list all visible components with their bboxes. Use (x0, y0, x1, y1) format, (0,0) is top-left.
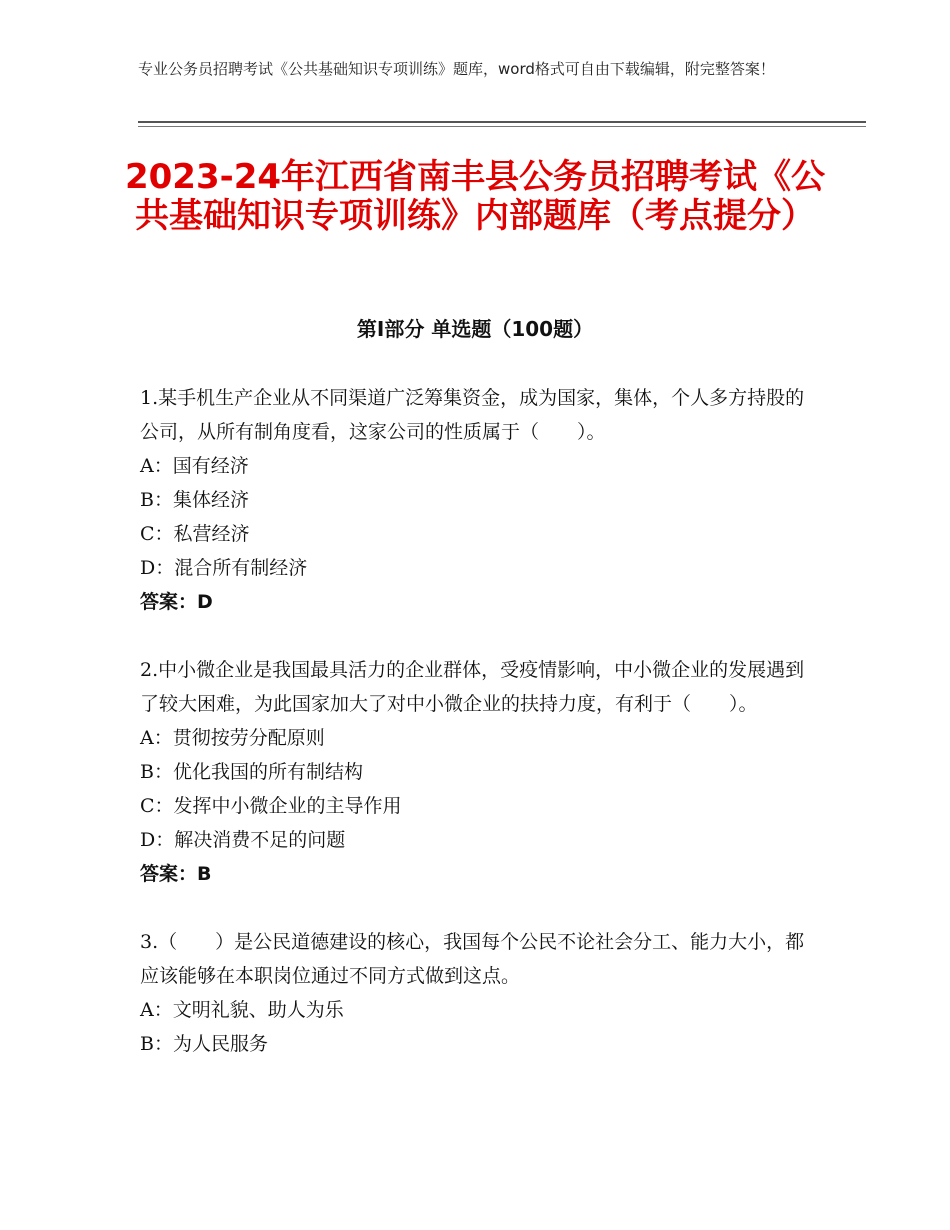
question-text: 2.中小微企业是我国最具活力的企业群体，受疫情影响，中小微企业的发展遇到了较大困难，为此国家加大了对中小微企业的扶持力度，有利于（ ）。 (140, 659, 805, 715)
option-b: B：集体经济 (140, 489, 249, 511)
header-note: 专业公务员招聘考试《公共基础知识专项训练》题库，word格式可自由下载编辑，附完整答案！ (138, 60, 775, 78)
option-d: D：混合所有制经济 (140, 557, 308, 579)
header-rule-thick (138, 121, 866, 123)
question-2 (140, 653, 820, 891)
option-a: A：贯彻按劳分配原则 (140, 727, 325, 749)
option-d: D：解决消费不足的问题 (140, 829, 346, 851)
option-c: C：发挥中小微企业的主导作用 (140, 795, 402, 817)
section-heading: 第Ⅰ部分 单选题（100题） (356, 317, 594, 341)
answer: 答案：D (140, 591, 213, 613)
document-title: 2023-24年江西省南丰县公务员招聘考试《公共基础知识专项训练》内部题库（考点提分） (124, 157, 826, 236)
question-text: 3.（ ）是公民道德建设的核心，我国每个公民不论社会分工、能力大小，都应该能够在本职岗位通过不同方式做到这点。 (140, 931, 805, 987)
option-b: B：为人民服务 (140, 1033, 268, 1055)
option-a: A：文明礼貌、助人为乐 (140, 999, 344, 1021)
option-a: A：国有经济 (140, 455, 249, 477)
question-3 (140, 925, 820, 1061)
question-list (140, 381, 820, 1095)
option-b: B：优化我国的所有制结构 (140, 761, 363, 783)
question-1 (140, 381, 820, 619)
option-c: C：私营经济 (140, 523, 250, 545)
header-rule-thin (138, 126, 866, 127)
question-text: 1.某手机生产企业从不同渠道广泛筹集资金，成为国家，集体，个人多方持股的公司，从所有制角度看，这家公司的性质属于（ ）。 (140, 387, 805, 443)
answer: 答案：B (140, 863, 212, 885)
